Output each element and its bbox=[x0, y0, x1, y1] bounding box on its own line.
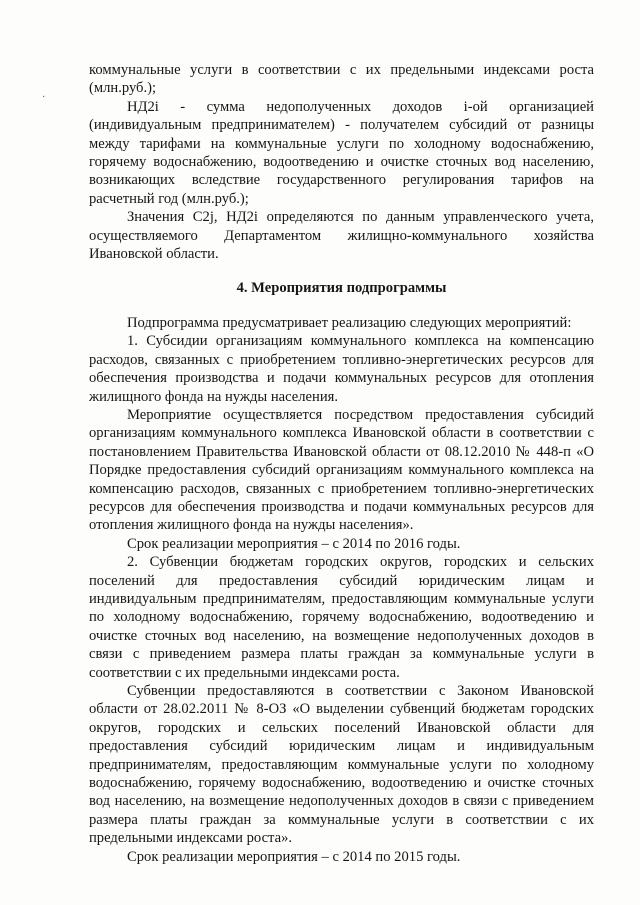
scan-speck: · bbox=[42, 92, 46, 103]
paragraph-measure-2-basis: Субвенции предоставляются в соответствии с Законом Ивановской области от 28.02.2011 № 8-ОЗ «О выделении субвенций бюджетам городских округов, городских и сельских поселений Ивановской области для предоставления субсидий юридическим лицам и индивидуальным предпринимателям, предоставляющим коммунальные услуги по холодному водоснабжению, горячему водоснабжению, водоотведению и очистке сточных вод населению, на возмещение недополученных доходов в связи с приведением размера платы граждан за коммунальные услуги в соответствии с их предельными индексами роста». bbox=[89, 683, 594, 847]
paragraph-values-source: Значения С2j, НД2i определяются по данным управленческого учета, осуществляемого Департаментом жилищно-коммунального хозяйства Ивановской области. bbox=[89, 209, 594, 263]
paragraph-measure-1-term: Срок реализации мероприятия – с 2014 по 2016 годы. bbox=[127, 535, 461, 552]
paragraph-measure-2: 2. Субвенции бюджетам городских округов, городских и сельских поселений для предоставления субсидий юридическим лицам и индивидуальным предпринимателям, предоставляющим коммунальные услуги по холодному водоснабжению, горячему водоснабжению, водоотведению и очистке сточных вод населению, на возмещение недополученных доходов в связи с приведением размера платы граждан за коммунальные услуги в соответствии с их предельными индексами роста. bbox=[89, 554, 594, 681]
paragraph-nd2i-definition: НД2i - сумма недополученных доходов i-ой организацией (индивидуальным предпринимателем) - получателем субсидий от разницы между тарифами на коммунальные услуги по холодному водоснабжению, горячему водоснабжению, водоотведению и очистке сточных вод населению, возникающих вследствие государственного регулирования тарифов на расчетный год (млн.руб.); bbox=[89, 98, 594, 207]
paragraph-1: коммунальные услуги в соответствии с их предельными индексами роста (млн.руб.); bbox=[89, 62, 594, 97]
paragraph-measure-1: 1. Субсидии организациям коммунального комплекса на компенсацию расходов, связанных с приобретением топливно-энергетических ресурсов для обеспечения производства и подачи коммунальных ресурсов для отопления жилищного фонда на нужды населения. bbox=[89, 333, 594, 405]
paragraph-measure-2-term: Срок реализации мероприятия – с 2014 по 2015 годы. bbox=[127, 848, 461, 865]
paragraph-measure-1-basis: Мероприятие осуществляется посредством предоставления субсидий организациям коммунального комплекса Ивановской области в соответствии с постановлением Правительства Ивановской области от 08.12.2010 № 448-п «О Порядке предоставления субсидий организациям коммунального комплекса на компенсацию расходов, связанных с приобретением топливно-энергетических ресурсов для обеспечения производства и подачи коммунальных ресурсов для отопления жилищного фонда на нужды населения». bbox=[89, 406, 594, 534]
section-title: 4. Мероприятия подпрограммы bbox=[236, 280, 447, 297]
document-body bbox=[89, 61, 594, 866]
paragraph-intro: Подпрограмма предусматривает реализацию следующих мероприятий: bbox=[127, 314, 572, 331]
